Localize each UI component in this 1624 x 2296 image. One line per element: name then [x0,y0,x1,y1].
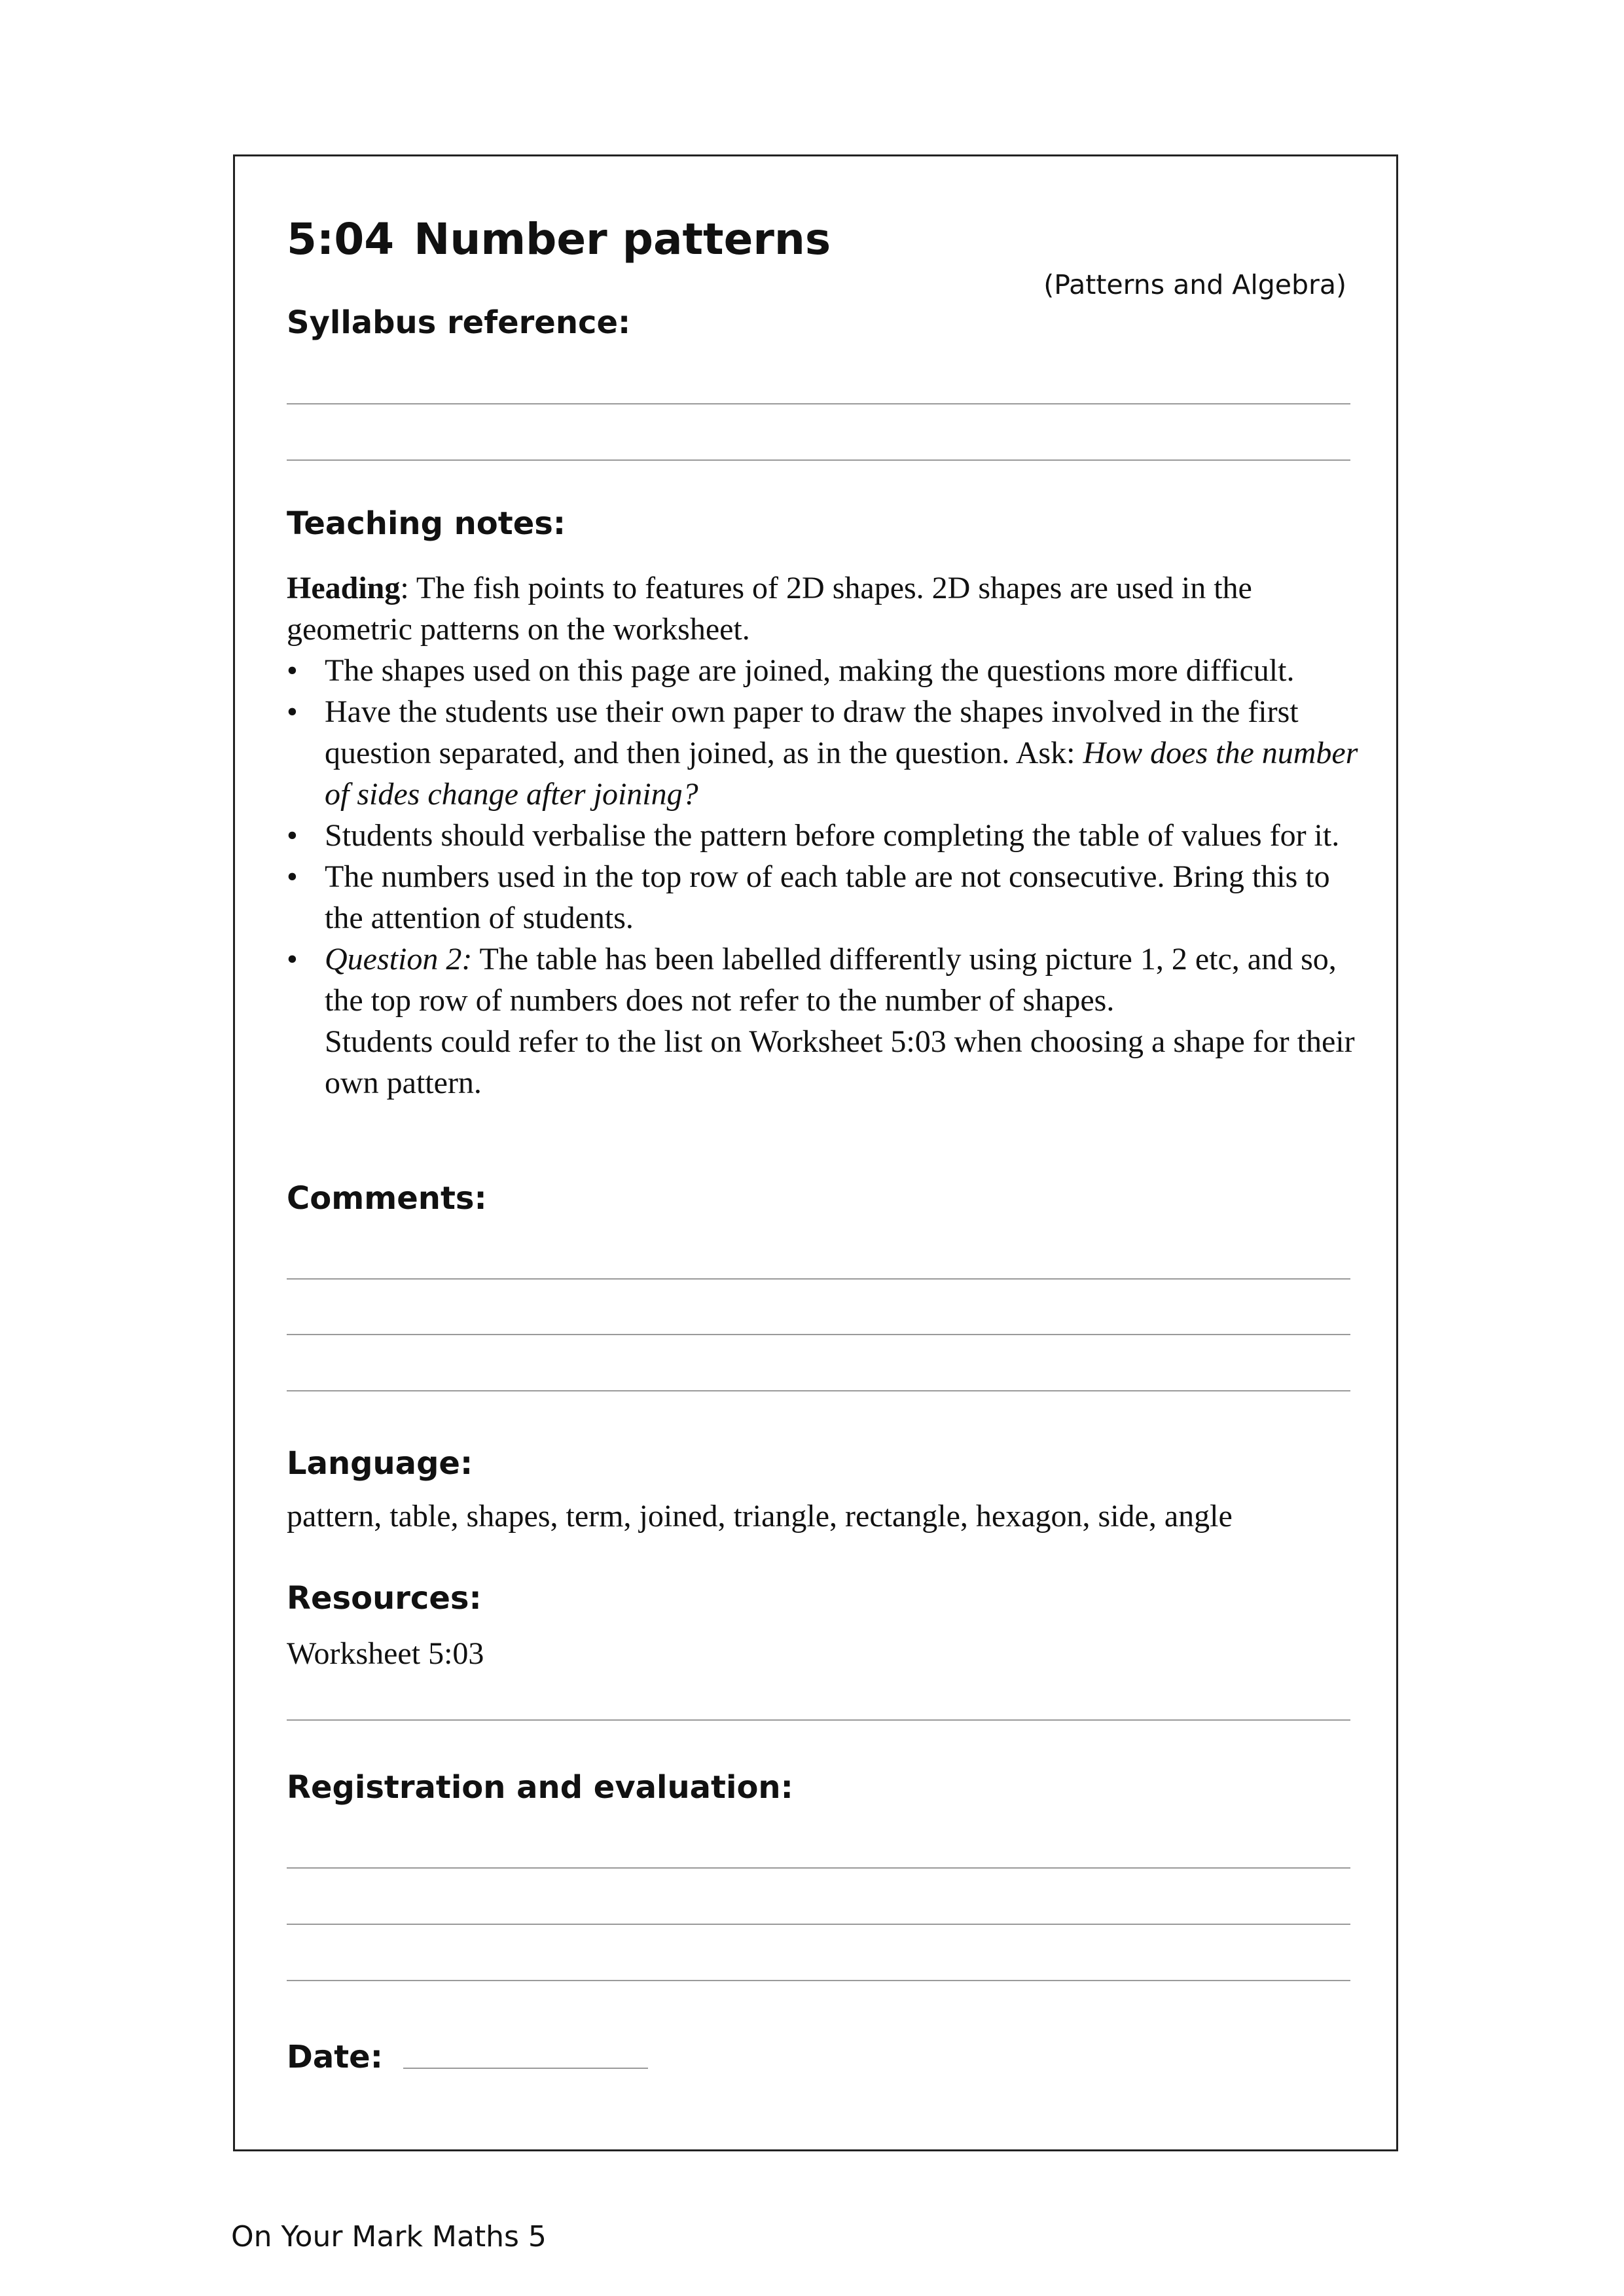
comments-heading: Comments: [287,1180,487,1217]
syllabus-writing-line-2[interactable] [287,459,1350,461]
notes-bullet-1-text: The shapes used on this page are joined, making the questions more difficult. [325,653,1295,688]
comments-writing-line-3[interactable] [287,1390,1350,1391]
notes-bullet-4-text: The numbers used in the top row of each table are not consecutive. Bring this to the attention of students. [325,859,1330,935]
registration-writing-line-1[interactable] [287,1867,1350,1869]
notes-bullet-5-text: The table has been labelled differently using picture 1, 2 etc, and so, the top row of numbers does not refer to the number of shapes. [325,942,1337,1018]
syllabus-heading: Syllabus reference: [287,304,631,341]
comments-writing-line-2[interactable] [287,1334,1350,1335]
notes-bullet-3-text: Students should verbalise the pattern before completing the table of values for it. [325,818,1340,853]
teaching-notes-body [287,567,1360,1103]
notes-bullet-4 [287,856,1360,939]
notes-bullet-3 [287,815,1360,856]
notes-bullet-2-question: How does the number of sides change after joining? [325,736,1358,812]
worksheet-title: Number patterns [414,214,831,264]
resources-text: Worksheet 5:03 [287,1636,484,1671]
date-heading: Date: [287,2039,383,2075]
worksheet-number: 5:04 [287,214,395,264]
comments-writing-line-1[interactable] [287,1278,1350,1280]
notes-bullet-1 [287,650,1360,691]
syllabus-writing-line-1[interactable] [287,403,1350,404]
language-heading: Language: [287,1445,473,1482]
notes-intro [287,567,1360,650]
resources-heading: Resources: [287,1580,482,1617]
notes-bullet-list [287,650,1360,1103]
registration-writing-line-2[interactable] [287,1924,1350,1925]
footer-book-title: On Your Mark Maths 5 [231,2220,547,2253]
registration-writing-line-3[interactable] [287,1980,1350,1981]
teacher-notes-frame [233,154,1398,2151]
teaching-notes-heading: Teaching notes: [287,505,566,542]
registration-heading: Registration and evaluation: [287,1769,793,1806]
notes-bullet-5-extra: Students could refer to the list on Worksheet 5:03 when choosing a shape for their own pattern. [325,1024,1355,1100]
notes-intro-text: : The fish points to features of 2D shapes. 2D shapes are used in the geometric patterns on the worksheet. [287,571,1252,647]
notes-bullet-2 [287,691,1360,815]
strand-label: (Patterns and Algebra) [1043,269,1346,300]
language-words: pattern, table, shapes, term, joined, triangle, rectangle, hexagon, side, angle [287,1499,1233,1534]
notes-bullet-5-label: Question 2: [325,942,473,977]
page-title [287,214,831,264]
notes-bullet-5 [287,939,1360,1103]
date-writing-line[interactable] [403,2068,648,2069]
resources-writing-line[interactable] [287,1719,1350,1721]
notes-intro-label: Heading [287,571,401,605]
notes-bullet-2-text: Have the students use their own paper to draw the shapes involved in the first question separated, and then joined, as in the question. Ask: [325,694,1299,770]
